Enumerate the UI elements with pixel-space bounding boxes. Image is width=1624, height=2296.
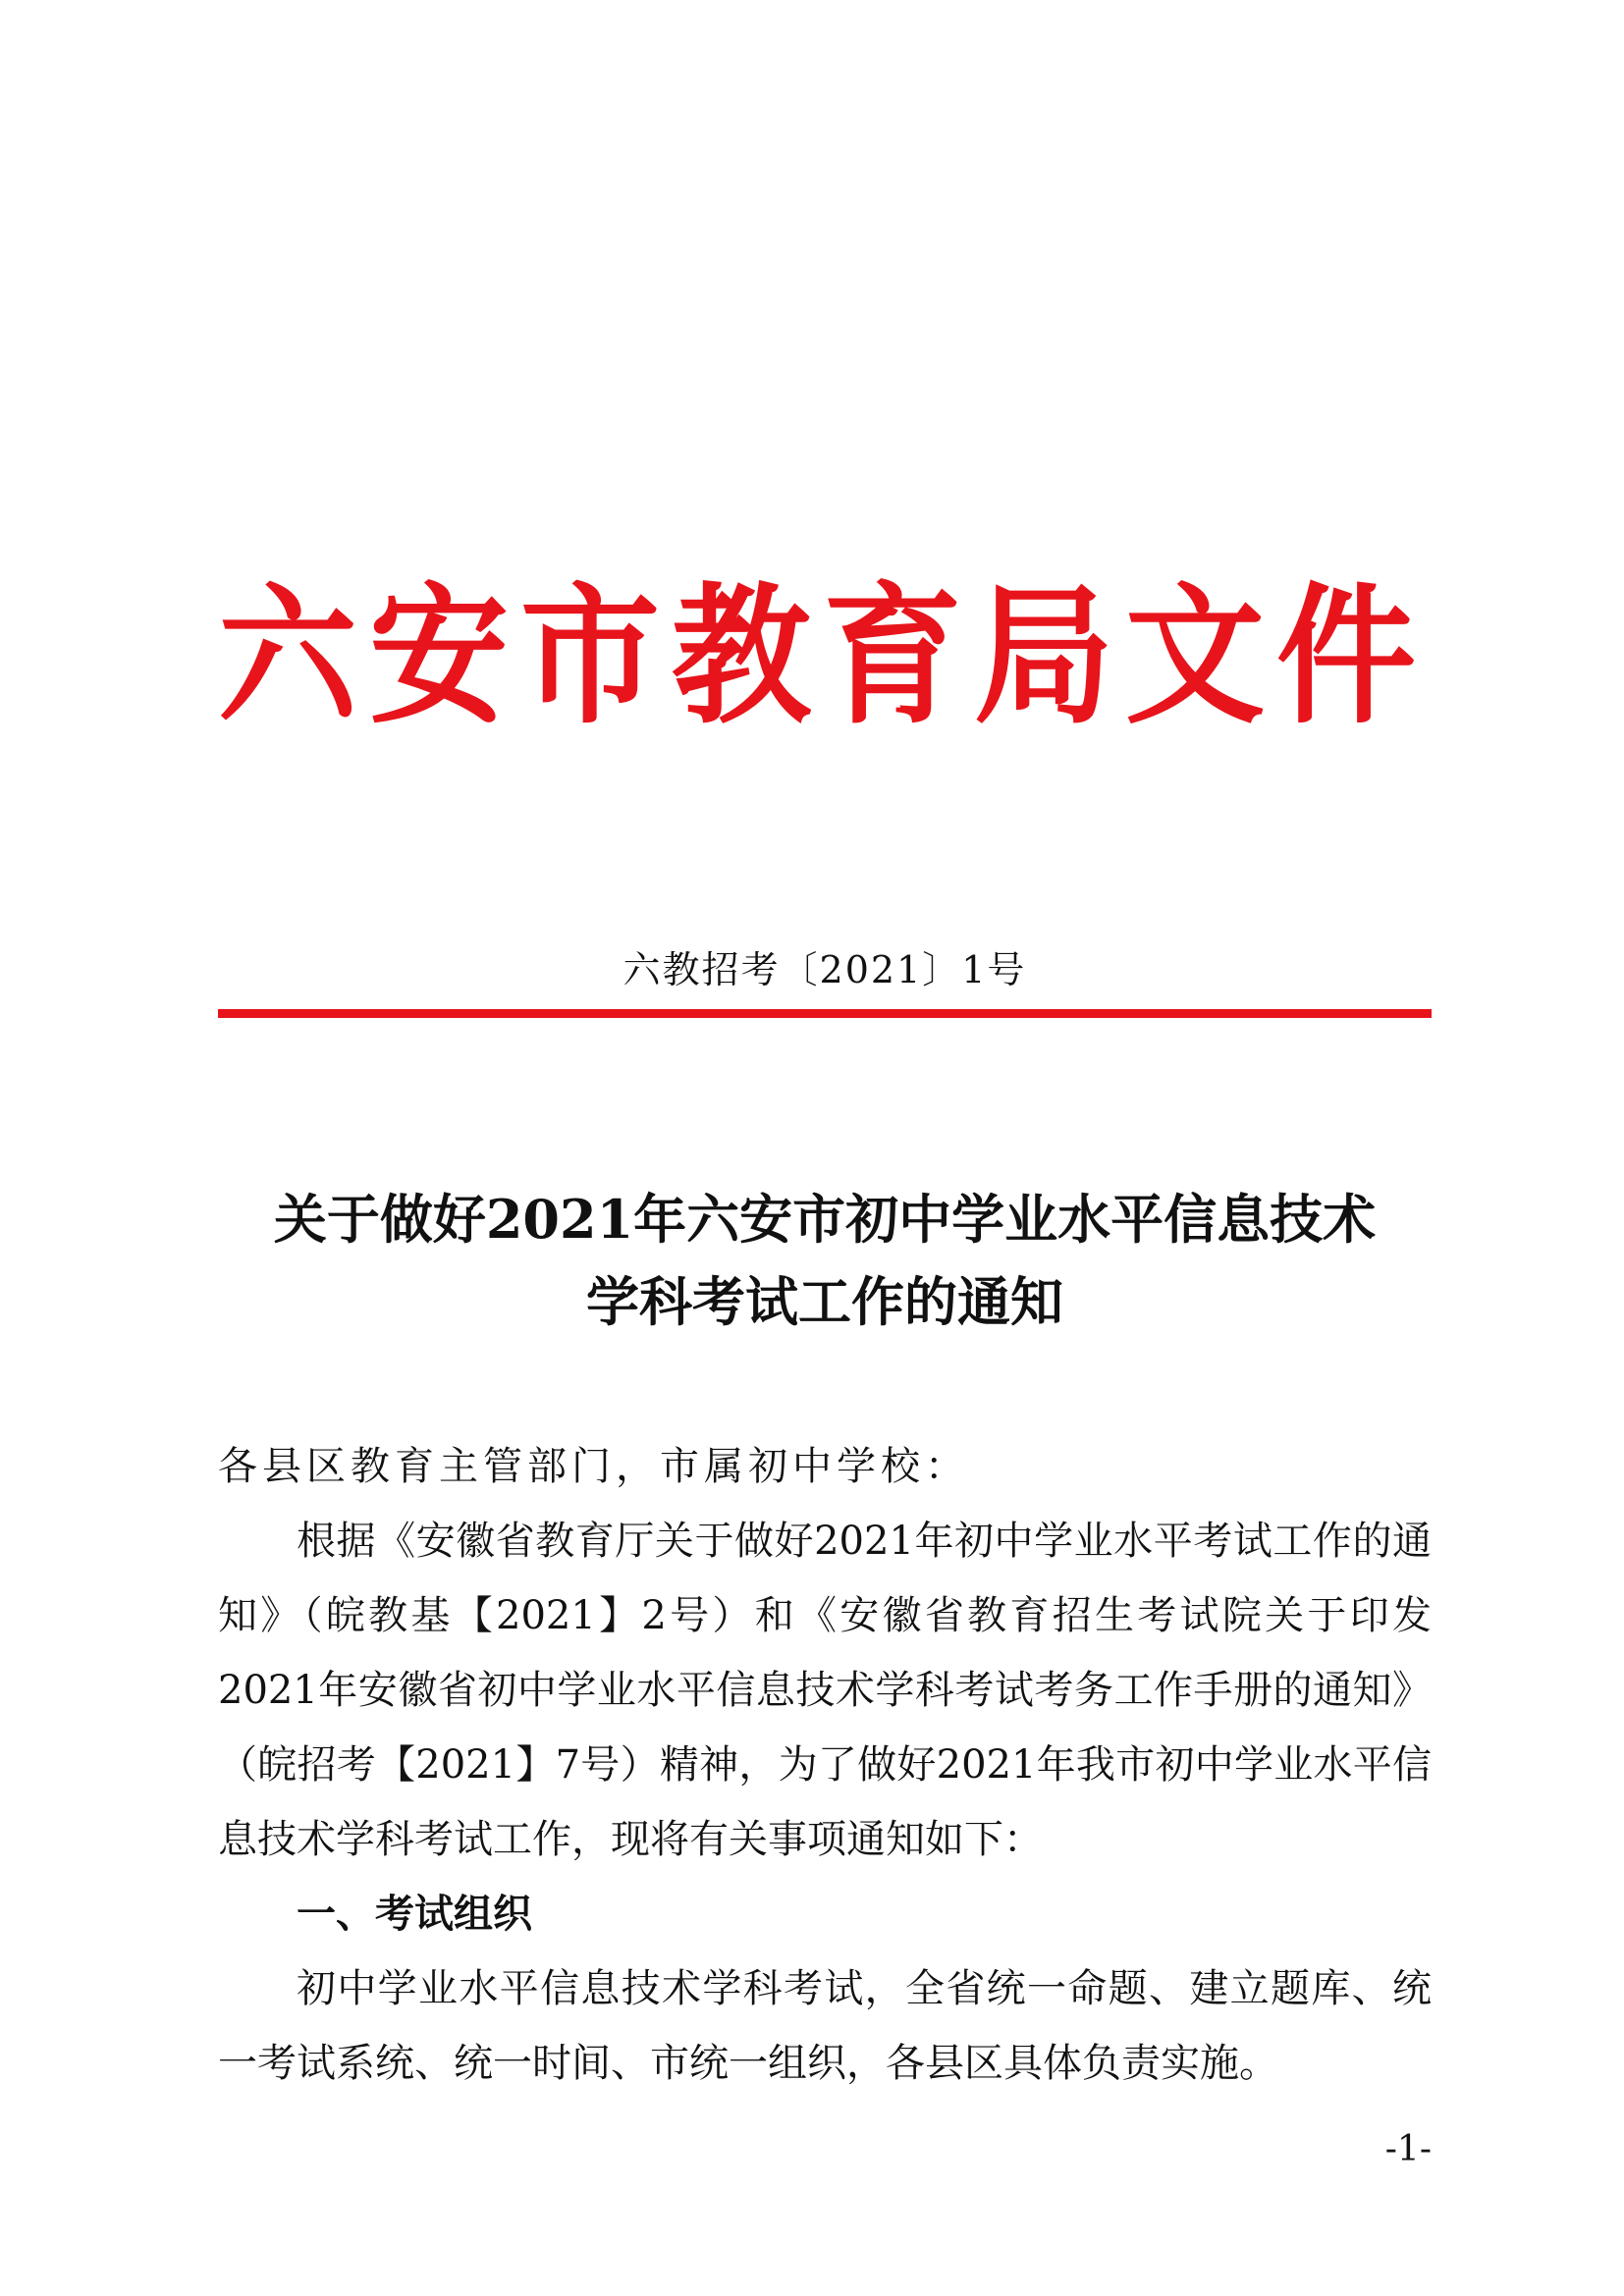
masthead-char: 六	[218, 569, 357, 745]
document-body	[218, 1429, 1432, 2101]
paragraph-1: 根据《安徽省教育厅关于做好2021年初中学业水平考试工作的通知》（皖教基【2021】2号）和《安徽省教育招生考试院关于印发2021年安徽省初中学业水平信息技术学科考试考务工作手册的通知》（皖招考【2021】7号）精神，为了做好2021年我市初中学业水平信息技术学科考试工作，现将有关事项通知如下：	[218, 1519, 1432, 1862]
masthead-char: 育	[823, 569, 962, 745]
page-number: -1-	[1384, 2129, 1432, 2169]
salutation: 各县区教育主管部门，市属初中学校：	[218, 1444, 969, 1489]
section-1-text: 初中学业水平信息技术学科考试，全省统一命题、建立题库、统一考试系统、统一时间、市统一组织，各县区具体负责实施。	[218, 1966, 1432, 2086]
masthead-char: 教	[672, 569, 811, 745]
masthead-char: 市	[520, 569, 660, 745]
section-heading-1: 一、考试组织	[297, 1892, 532, 1937]
masthead-title	[218, 557, 1416, 758]
red-divider-line	[218, 1009, 1432, 1018]
masthead-char: 局	[974, 569, 1113, 745]
masthead-char: 件	[1276, 569, 1416, 745]
title-line-1: 关于做好2021年六安市初中学业水平信息技术	[273, 1188, 1377, 1251]
document-number: 六教招考〔2021〕1号	[623, 948, 1027, 991]
masthead-char: 文	[1125, 569, 1265, 745]
masthead-char: 安	[369, 569, 509, 745]
document-title	[218, 1178, 1432, 1343]
title-line-2: 学科考试工作的通知	[586, 1270, 1063, 1333]
